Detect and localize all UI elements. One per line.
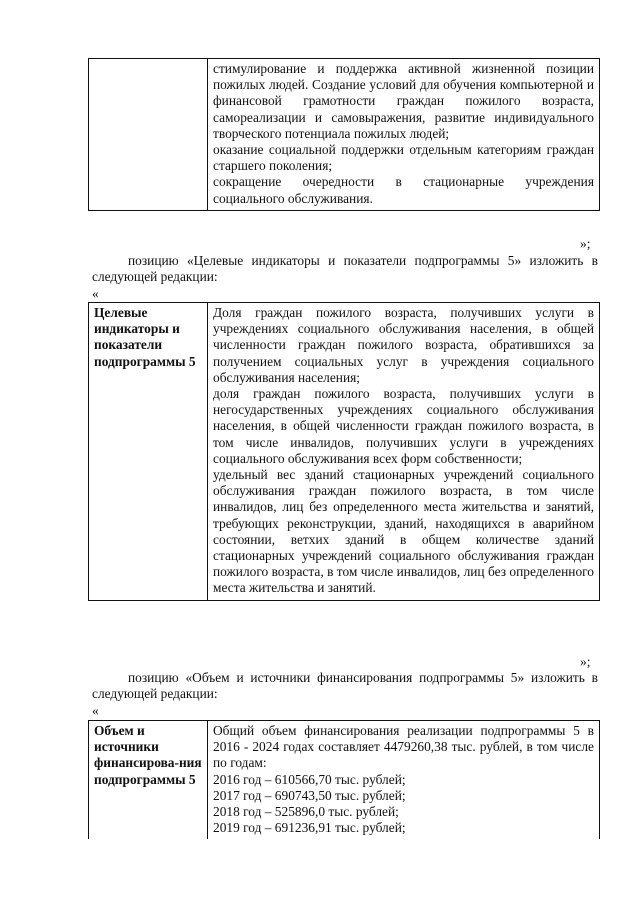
text-line: Доля граждан пожилого возраста, получивших услуги в учреждениях социального обслуживания населения, в общей численности граждан пожилого возраста, обратившихся за получением социальных услуг в учреждения социального обслуживания населения; — [213, 305, 594, 385]
content-cell — [208, 303, 600, 601]
text-line: стимулирование и поддержка активной жизненной позиции пожилых людей. Создание условий для обучения компьютерной и финансовой грамотности граждан пожилого возраста, самореализации и самовыражения, развитие индивидуального творческого потенциала пожилых людей; — [213, 61, 594, 141]
table-continued — [88, 58, 600, 211]
closing-quote: »; — [580, 236, 591, 251]
paragraph-funding: позицию «Объем и источники финансирования подпрограммы 5» изложить в следующей редакции: — [92, 670, 598, 702]
content-cell — [208, 59, 600, 211]
closing-quote: »; — [580, 654, 591, 669]
text-line: 2016 год – 610566,70 тыс. рублей; — [213, 771, 406, 787]
text-line: 2019 год – 691236,91 тыс. рублей; — [213, 820, 406, 836]
content-cell — [208, 721, 600, 840]
opening-quote: « — [92, 703, 99, 718]
label-cell: Объем и источники финансирова-ния подпрограммы 5 — [89, 721, 208, 840]
text-line: доля граждан пожилого возраста, получивших услуги в негосударственных учреждениях социального обслуживания населения, в общей численности граждан пожилого возраста, в том числе инвалидов, получивших услуги в учреждениях социального обслуживания всех форм собственности; — [213, 386, 594, 466]
opening-quote: « — [92, 286, 99, 301]
table-row — [89, 721, 600, 840]
text-line: сокращение очередности в стационарные учреждения социального обслуживания. — [213, 174, 594, 206]
text-line: удельный вес зданий стационарных учреждений социального обслуживания граждан пожилого возраста, в том числе инвалидов, лиц без определенного места жительства и занятий, требующих реконструкции, зданий, находящихся в аварийном состоянии, ветхих зданий в общем количестве зданий стационарных учреждений социального обслуживания граждан пожилого возраста, в том числе инвалидов, лиц без определенного места жительства и занятий. — [213, 467, 594, 596]
text-line: 2018 год – 525896,0 тыс. рублей; — [213, 804, 399, 820]
label-cell: Целевые индикаторы и показатели подпрограммы 5 — [89, 303, 208, 601]
table-row — [89, 303, 600, 601]
table-row — [89, 59, 600, 211]
table-targets — [88, 302, 600, 601]
paragraph-targets: позицию «Целевые индикаторы и показатели подпрограммы 5» изложить в следующей редакции: — [92, 253, 598, 285]
table-funding — [88, 720, 600, 839]
label-cell-empty — [89, 59, 208, 211]
text-line: 2017 год – 690743,50 тыс. рублей; — [213, 787, 406, 803]
text-line: Общий объем финансирования реализации подпрограммы 5 в 2016 - 2024 годах составляет 4479260,38 тыс. рублей, в том числе по годам: — [213, 723, 594, 771]
text-line: оказание социальной поддержки отдельным категориям граждан старшего поколения; — [213, 142, 594, 174]
